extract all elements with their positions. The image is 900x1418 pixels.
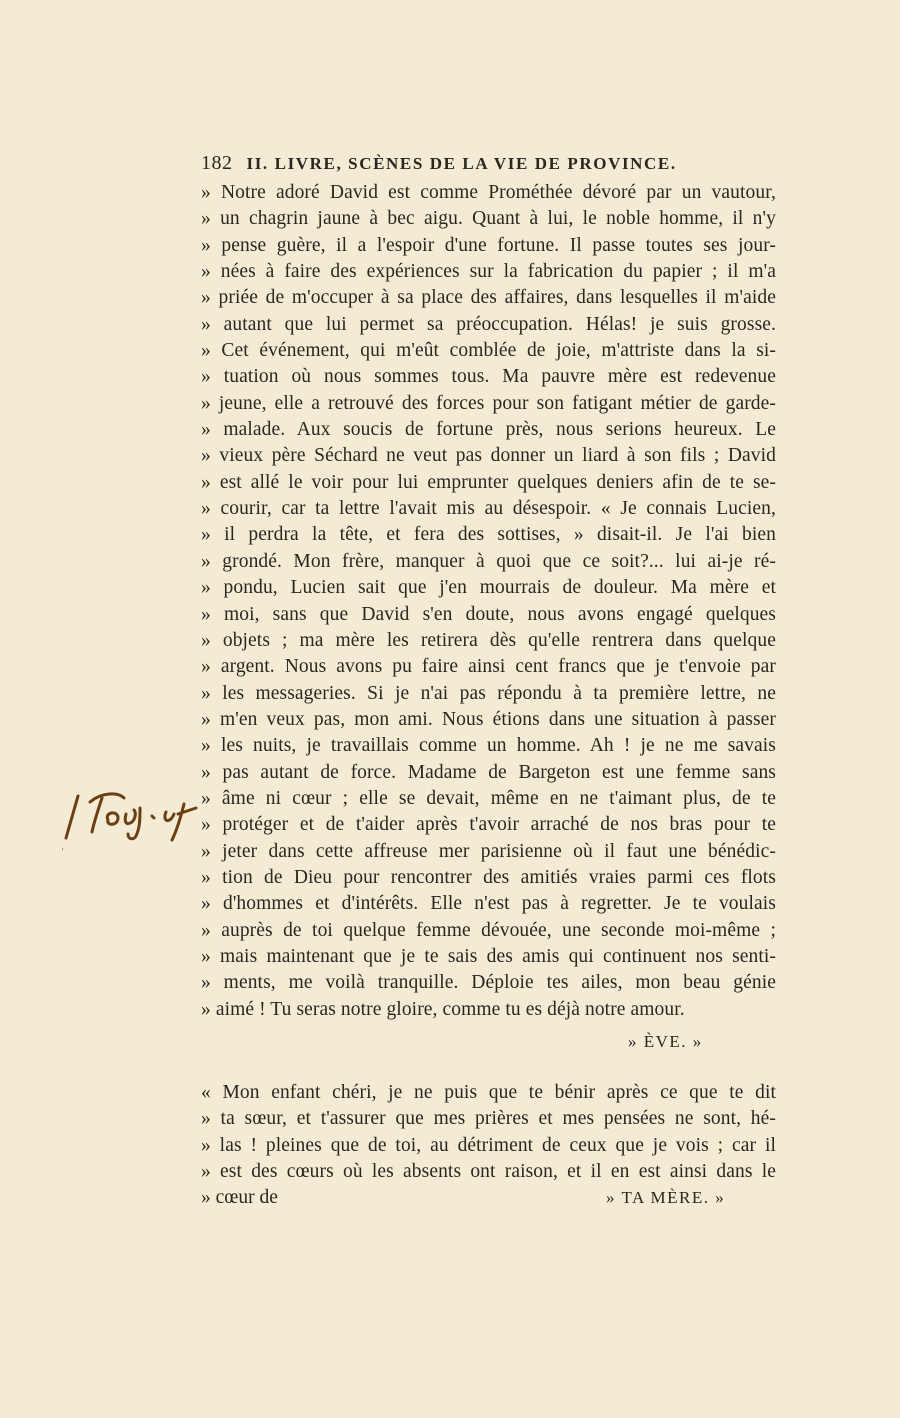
text-line: » jeter dans cette affreuse mer parisienne où il faut une bénédic- [201, 840, 776, 862]
text-line: » protéger et de t'aider après t'avoir arraché de nos bras pour te [201, 814, 776, 836]
running-title: II. LIVRE, SCÈNES DE LA VIE DE PROVINCE. [246, 154, 677, 173]
text-line: » Notre adoré David est comme Prométhée dévoré par un vautour, [201, 182, 776, 203]
text-line: » il perdra la tête, et fera des sottises, » disait-il. Je l'ai bien [201, 524, 776, 546]
text-line: » grondé. Mon frère, manquer à quoi que ce soit?... lui ai-je ré- [201, 550, 776, 572]
text-line: » tion de Dieu pour rencontrer des amitiés vraies parmi ces flots [201, 866, 776, 888]
letter-signature: » ÈVE. » [628, 1032, 703, 1051]
text-line: » las ! pleines que de toi, au détriment de ceux que je vois ; car il [201, 1134, 776, 1156]
text-line: » priée de m'occuper à sa place des affaires, dans lesquelles il m'aide [201, 287, 776, 309]
text-line: » les messageries. Si je n'ai pas répondu à ta première lettre, ne [201, 682, 776, 704]
handwritten-margin-annotation [62, 778, 212, 868]
text-line: » courir, car ta lettre l'avait mis au désespoir. « Je connais Lucien, [201, 498, 776, 520]
page-number: 182 [201, 152, 233, 174]
text-line: » autant que lui permet sa préoccupation. Hélas! je suis grosse. [201, 313, 776, 335]
text-line: » pas autant de force. Madame de Bargeton est une femme sans [201, 761, 776, 783]
text-line: » jeune, elle a retrouvé des forces pour son fatigant métier de garde- [201, 392, 776, 414]
mother-letter-body [201, 1080, 776, 1212]
text-line: » m'en veux pas, mon ami. Nous étions dans une situation à passer [201, 708, 776, 730]
text-line: » d'hommes et d'intérêts. Elle n'est pas à regretter. Je te voulais [201, 893, 776, 915]
text-line: » auprès de toi quelque femme dévouée, une seconde moi-même ; [201, 919, 776, 941]
text-line: » les nuits, je travaillais comme un homme. Ah ! je ne me savais [201, 735, 776, 757]
text-line: » âme ni cœur ; elle se devait, même en ne t'aimant plus, de te [201, 787, 776, 809]
text-line: » un chagrin jaune à bec aigu. Quant à lui, le noble homme, il n'y [201, 208, 776, 230]
text-line: » mais maintenant que je te sais des amis qui continuent nos senti- [201, 945, 776, 967]
text-line: » tuation où nous sommes tous. Ma pauvre mère est redevenue [201, 366, 776, 388]
text-line: » argent. Nous avons pu faire ainsi cent francs que je t'envoie par [201, 656, 776, 678]
text-line: » est des cœurs où les absents ont raison, et il en est ainsi dans le [201, 1161, 776, 1183]
text-line: » pense guère, il a l'espoir d'une fortune. Il passe toutes ses jour- [201, 234, 776, 256]
running-header [201, 152, 711, 178]
text-line: » ta sœur, et t'assurer que mes prières et mes pensées ne sont, hé- [201, 1108, 776, 1130]
letter-body [201, 180, 776, 1023]
text-line: » est allé le voir pour lui emprunter quelques deniers afin de te se- [201, 471, 776, 493]
text-line: » aimé ! Tu seras notre gloire, comme tu es déjà notre amour. [201, 998, 685, 1020]
text-line: « Mon enfant chéri, je ne puis que te bénir après ce que te dit [201, 1082, 776, 1103]
text-line: » pondu, Lucien sait que j'en mourrais de douleur. Ma mère et [201, 577, 776, 599]
text-line: » vieux père Séchard ne veut pas donner un liard à son fils ; David [201, 445, 776, 467]
mother-signature: » TA MÈRE. » [606, 1188, 726, 1208]
mother-last-line [201, 1185, 776, 1211]
text-line: » nées à faire des expériences sur la fabrication du papier ; il m'a [201, 261, 776, 283]
mother-last-line-text: » cœur de [201, 1187, 278, 1209]
text-line: » moi, sans que David s'en doute, nous avons engagé quelques [201, 603, 776, 625]
text-line: » objets ; ma mère les retirera dès qu'elle rentrera dans quelque [201, 629, 776, 651]
text-line: » ments, me voilà tranquille. Déploie tes ailes, mon beau génie [201, 972, 776, 994]
text-line: » malade. Aux soucis de fortune près, nous serions heureux. Le [201, 419, 776, 441]
text-line: » Cet événement, qui m'eût comblée de joie, m'attriste dans la si- [201, 340, 776, 362]
